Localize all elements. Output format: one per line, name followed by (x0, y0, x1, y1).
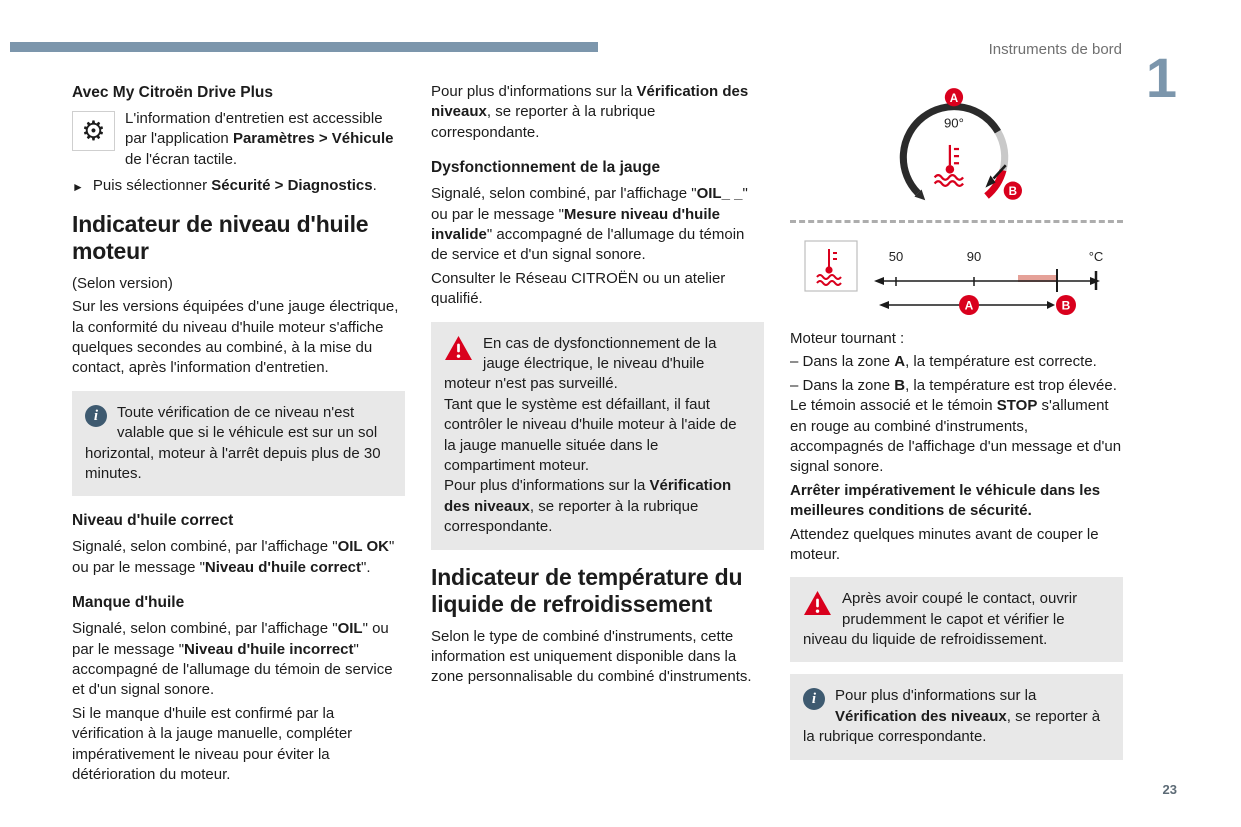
engine-running-heading: Moteur tournant : (790, 330, 905, 347)
warning-icon (803, 590, 832, 622)
zone-b-badge (1056, 295, 1076, 315)
column-left (72, 82, 405, 788)
info-glyph: i (811, 691, 817, 708)
wait-paragraph: Attendez quelques minutes avant de couper le moteur. (790, 525, 1099, 563)
info-box-text: Toute vérification de ce niveau n'est valable que si le véhicule est sur un sol horizontal, moteur à l'arrêt depuis plus de 30 minutes. (85, 403, 381, 482)
oil-lack-paragraph-1: Signalé, selon combiné, par l'affichage "OIL" ou par le message "Niveau d'huile incorrect" accompagné de l'allumage du témoin de service et d'un signal sonore. (72, 620, 393, 699)
info-box-oil-check (72, 391, 405, 497)
column-middle (431, 82, 764, 691)
oil-correct-heading: Niveau d'huile correct (72, 512, 234, 530)
zone-a-badge (944, 88, 962, 106)
gauge-fault-heading: Dysfonctionnement de la jauge (431, 159, 661, 177)
coolant-temp-intro: Selon le type de combiné d'instruments, cette information est uniquement disponible dans la zone personnalisable du combiné d'instruments. (431, 627, 752, 686)
info-glyph: i (93, 407, 99, 424)
coolant-temp-scale-figure (804, 235, 1104, 321)
bullet-item (72, 176, 405, 196)
scale-90-label: 90 (966, 249, 982, 264)
page-number: 23 (1162, 782, 1177, 798)
header-accent-bar (10, 42, 598, 52)
drive-plus-heading: Avec My Citroën Drive Plus (72, 84, 273, 101)
info-box-levels (790, 674, 1123, 759)
network-paragraph: Consulter le Réseau CITROËN ou un atelier qualifié. (431, 269, 726, 308)
dial-value-label: 90° (943, 115, 964, 131)
oil-correct-paragraph: Signalé, selon combiné, par l'affichage "OIL OK" ou par le message "Niveau d'huile correct". (72, 538, 395, 576)
warning-box-coolant (790, 577, 1123, 662)
warning-box-paragraph-1: En cas de dysfonctionnement de la jauge électrique, le niveau d'huile moteur n'est pas surveillé. (444, 334, 717, 393)
oil-level-title: Indicateur de niveau d'huile moteur (72, 210, 369, 265)
warning-box-paragraph-3: Pour plus d'informations sur la Vérification des niveaux, se reporter à la rubrique correspondante. (444, 477, 732, 536)
scale-50-label: 50 (888, 249, 904, 264)
warning-triangle-icon (444, 335, 473, 361)
temperature-scale (874, 249, 1103, 315)
warning-icon (444, 335, 473, 367)
coolant-icon-box (805, 241, 857, 291)
bullet-text: Puis sélectionner Sécurité > Diagnostics. (92, 177, 377, 195)
zone-b-badge-label: B (1008, 185, 1017, 199)
warning-box-paragraph-2: Tant que le système est défaillant, il faut contrôler le niveau d'huile moteur à l'aide de la jauge manuelle située dans le compartiment moteur. (444, 395, 737, 474)
warning-triangle-icon (803, 590, 832, 616)
zone-b-badge-label: B (1061, 298, 1071, 313)
drive-plus-paragraph (72, 109, 405, 170)
settings-gear-icon (72, 111, 115, 151)
gear-glyph: ⚙ (81, 115, 106, 146)
zone-b-badge (1003, 182, 1021, 200)
info-icon (85, 405, 107, 427)
drive-plus-text: L'information d'entretien est accessible par l'application Paramètres > Véhicule de l'écran tactile. (125, 110, 394, 168)
zone-a-badge-label: A (949, 91, 958, 105)
scale-unit-label: °C (1088, 249, 1104, 264)
coolant-temp-dial-figure (857, 82, 1057, 214)
zone-a-badge-label: A (964, 298, 974, 313)
oil-lack-heading: Manque d'huile (72, 594, 185, 612)
section-title: Instruments de bord (988, 41, 1122, 58)
arrow-bullet-icon: ► (72, 180, 84, 195)
levels-reference-paragraph: Pour plus d'informations sur la Vérification des niveaux, se reporter à la rubrique correspondante. (431, 83, 749, 141)
oil-intro-paragraph: Sur les versions équipées d'une jauge électrique, la conformité du niveau d'huile moteur s'affiche quelques secondes au combiné, à la mise du contact, après l'information d'entretien. (72, 298, 399, 377)
info-box-text: Pour plus d'informations sur la Vérification des niveaux, se reporter à la rubrique correspondante. (803, 687, 1101, 746)
zone-a-badge (959, 295, 979, 315)
coolant-temp-title: Indicateur de température du liquide de refroidissement (431, 563, 743, 618)
zone-a-item: – Dans la zone A, la température est correcte. (790, 353, 1097, 371)
version-note: (Selon version) (72, 274, 173, 292)
chapter-number: 1 (1145, 46, 1177, 109)
content-columns (72, 82, 1124, 788)
oil-lack-paragraph-2: Si le manque d'huile est confirmé par la vérification à la jauge manuelle, compléter impérativement le niveau pour éviter la détérioration du moteur. (72, 704, 353, 784)
column-right (790, 82, 1123, 772)
stop-vehicle-paragraph: Arrêter impérativement le véhicule dans les meilleures conditions de sécurité. (790, 481, 1101, 520)
gauge-fault-paragraph: Signalé, selon combiné, par l'affichage "OIL_ _" ou par le message "Mesure niveau d'huile invalide" accompagné de l'allumage du témoin de service et d'un signal sonore. (431, 185, 748, 264)
zone-b-item: – Dans la zone B, la température est trop élevée. Le témoin associé et le témoin STOP s'allument en rouge au combiné d'instruments, accompagnés de l'affichage d'un message et d'un signal sonore. (790, 376, 1122, 476)
dashed-separator (790, 220, 1123, 223)
warning-box-text: Après avoir coupé le contact, ouvrir prudemment le capot et vérifier le niveau du liquide de refroidissement. (803, 590, 1078, 649)
coolant-temperature-icon (934, 145, 962, 186)
warning-box-gauge-fault (431, 322, 764, 550)
